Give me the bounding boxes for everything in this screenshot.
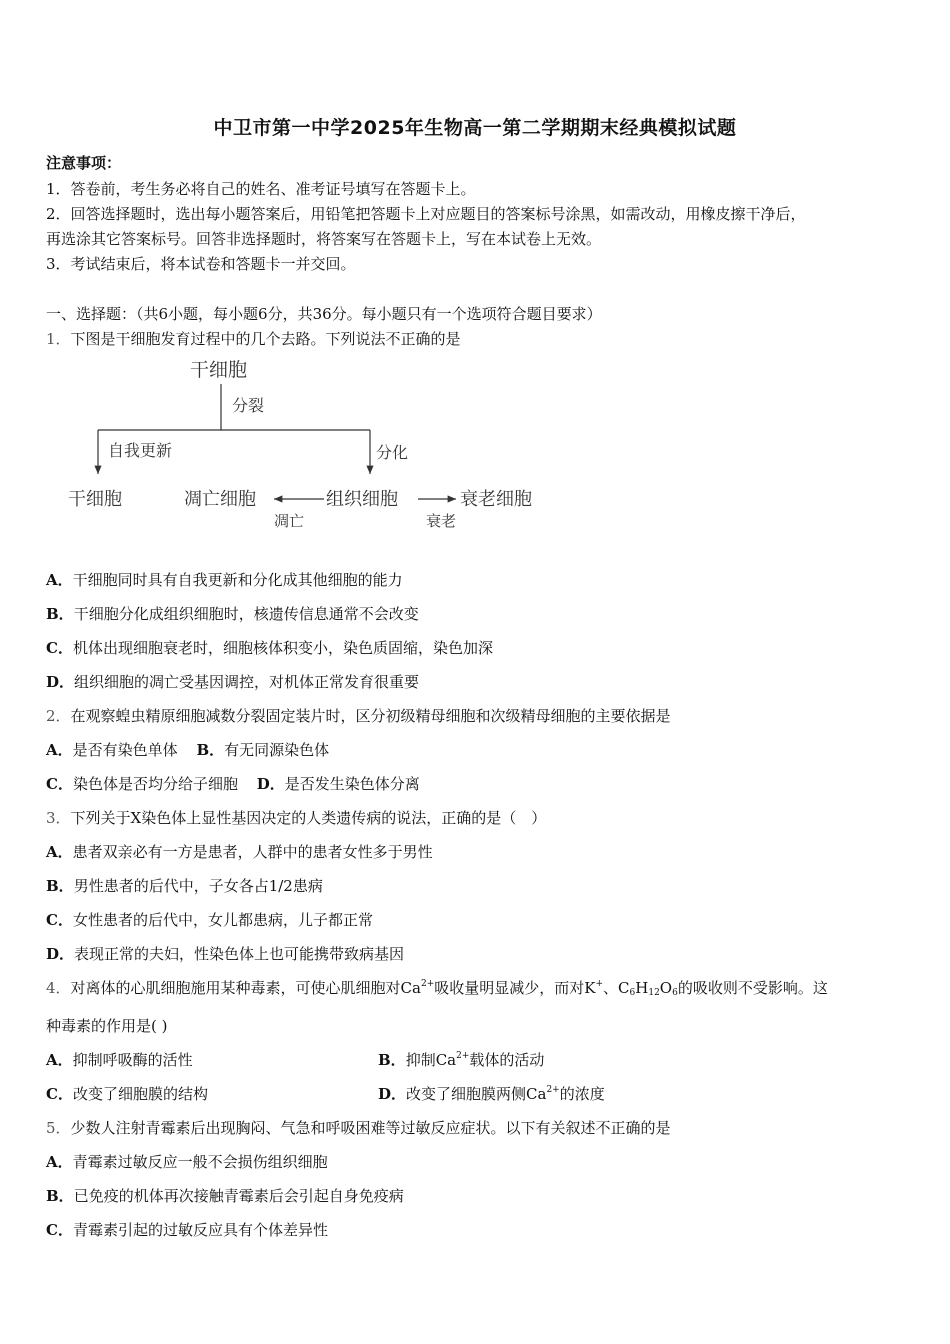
q3-option-c: C．女性患者的后代中，女儿都患病，儿子都正常 (46, 911, 373, 929)
q4-option-d: D．改变了细胞膜两侧$Ca^{2+}$的浓度 (378, 1085, 605, 1103)
notice-item-3: 3．考试结束后，将本试卷和答题卡一并交回。 (46, 255, 356, 273)
question-4-cont: 种毒素的作用是( ) (46, 1017, 168, 1035)
q1-option-c: C．机体出现细胞衰老时，细胞核体积变小，染色质固缩，染色加深 (46, 639, 493, 657)
notice-item-2: 2．回答选择题时，选出每小题答案后，用铅笔把答题卡上对应题目的答案标号涂黑，如需改动，用橡皮擦干净后， (46, 205, 806, 223)
q3-option-b: B．男性患者的后代中，子女各占1/2患病 (46, 877, 323, 895)
question-stem: 少数人注射青霉素后出现胸闷、气急和呼吸困难等过敏反应症状。以下有关叙述不正确的是 (70, 1119, 671, 1137)
q4-option-a: A．抑制呼吸酶的活性 (46, 1051, 193, 1069)
q2-options-ab: A．是否有染色单体 B．有无同源染色体 (46, 741, 330, 759)
exam-title: 中卫市第一中学2025年生物高一第二学期期末经典模拟试题 (213, 117, 737, 139)
question-number: 2． (46, 707, 71, 725)
question-stem: 下图是干细胞发育过程中的几个去路。下列说法不正确的是 (70, 330, 461, 348)
q3-option-d: D．表现正常的夫妇，性染色体上也可能携带致病基因 (46, 945, 405, 963)
diagram-differentiate: 分化 (376, 443, 409, 462)
question-2 (46, 705, 671, 726)
diagram-apoptotic-cell: 凋亡细胞 (184, 489, 256, 510)
q4-option-b: B．抑制$Ca^{2+}$载体的活动 (378, 1051, 545, 1069)
question-stem: 下列关于X染色体上显性基因决定的人类遗传病的说法，正确的是（ ） (70, 809, 547, 827)
question-number: 4． (46, 979, 71, 997)
notice-item-1: 1．答卷前，考生务必将自己的姓名、准考证号填写在答题卡上。 (46, 180, 476, 198)
diagram-stem-cell: 干细胞 (190, 359, 248, 381)
q2-options-cd: C．染色体是否均分给子细胞 D．是否发生染色体分离 (46, 775, 420, 793)
diagram-tissue-cell: 组织细胞 (326, 489, 398, 510)
notice-item-2-cont: 再选涂其它答案标号。回答非选择题时，将答案写在答题卡上，写在本试卷上无效。 (46, 230, 602, 248)
diagram-self-renew: 自我更新 (108, 441, 173, 460)
q5-option-c: C．青霉素引起的过敏反应具有个体差异性 (46, 1221, 328, 1239)
q5-option-b: B．已免疫的机体再次接触青霉素后会引起自身免疫病 (46, 1187, 404, 1205)
q1-option-b: B．干细胞分化成组织细胞时，核遗传信息通常不会改变 (46, 605, 419, 623)
q1-option-d: D．组织细胞的凋亡受基因调控，对机体正常发育很重要 (46, 673, 420, 691)
diagram-aging-cell: 衰老细胞 (460, 489, 532, 510)
question-1 (46, 328, 461, 349)
question-stem: 在观察蝗虫精原细胞减数分裂固定装片时，区分初级精母细胞和次级精母细胞的主要依据是 (70, 707, 671, 725)
q4-option-c: C．改变了细胞膜的结构 (46, 1085, 208, 1103)
question-5 (46, 1117, 671, 1138)
notice-heading: 注意事项： (46, 154, 122, 172)
question-number: 3． (46, 809, 71, 827)
question-4: 4．对离体的心肌细胞施用某种毒素，可使心肌细胞对$Ca^{2+}$吸收量明显减少，而对K+、$C_6H_{12}O_6$的吸收则不受影响。这 (46, 979, 828, 998)
diagram-apoptosis-label: 凋亡 (274, 512, 305, 530)
diagram-stem-cell-out: 干细胞 (68, 489, 122, 510)
q3-option-a: A．患者双亲必有一方是患者，人群中的患者女性多于男性 (46, 843, 433, 861)
diagram-aging-label: 衰老 (426, 512, 457, 530)
stem-cell-diagram (60, 352, 560, 532)
q1-option-a: A．干细胞同时具有自我更新和分化成其他细胞的能力 (46, 571, 403, 589)
question-number: 5． (46, 1119, 71, 1137)
q5-option-a: A．青霉素过敏反应一般不会损伤组织细胞 (46, 1153, 328, 1171)
section-heading: 一、选择题：（共6小题，每小题6分，共36分。每小题只有一个选项符合题目要求） (46, 305, 602, 323)
question-3 (46, 807, 546, 828)
diagram-divide: 分裂 (232, 396, 265, 415)
question-number: 1． (46, 330, 71, 348)
